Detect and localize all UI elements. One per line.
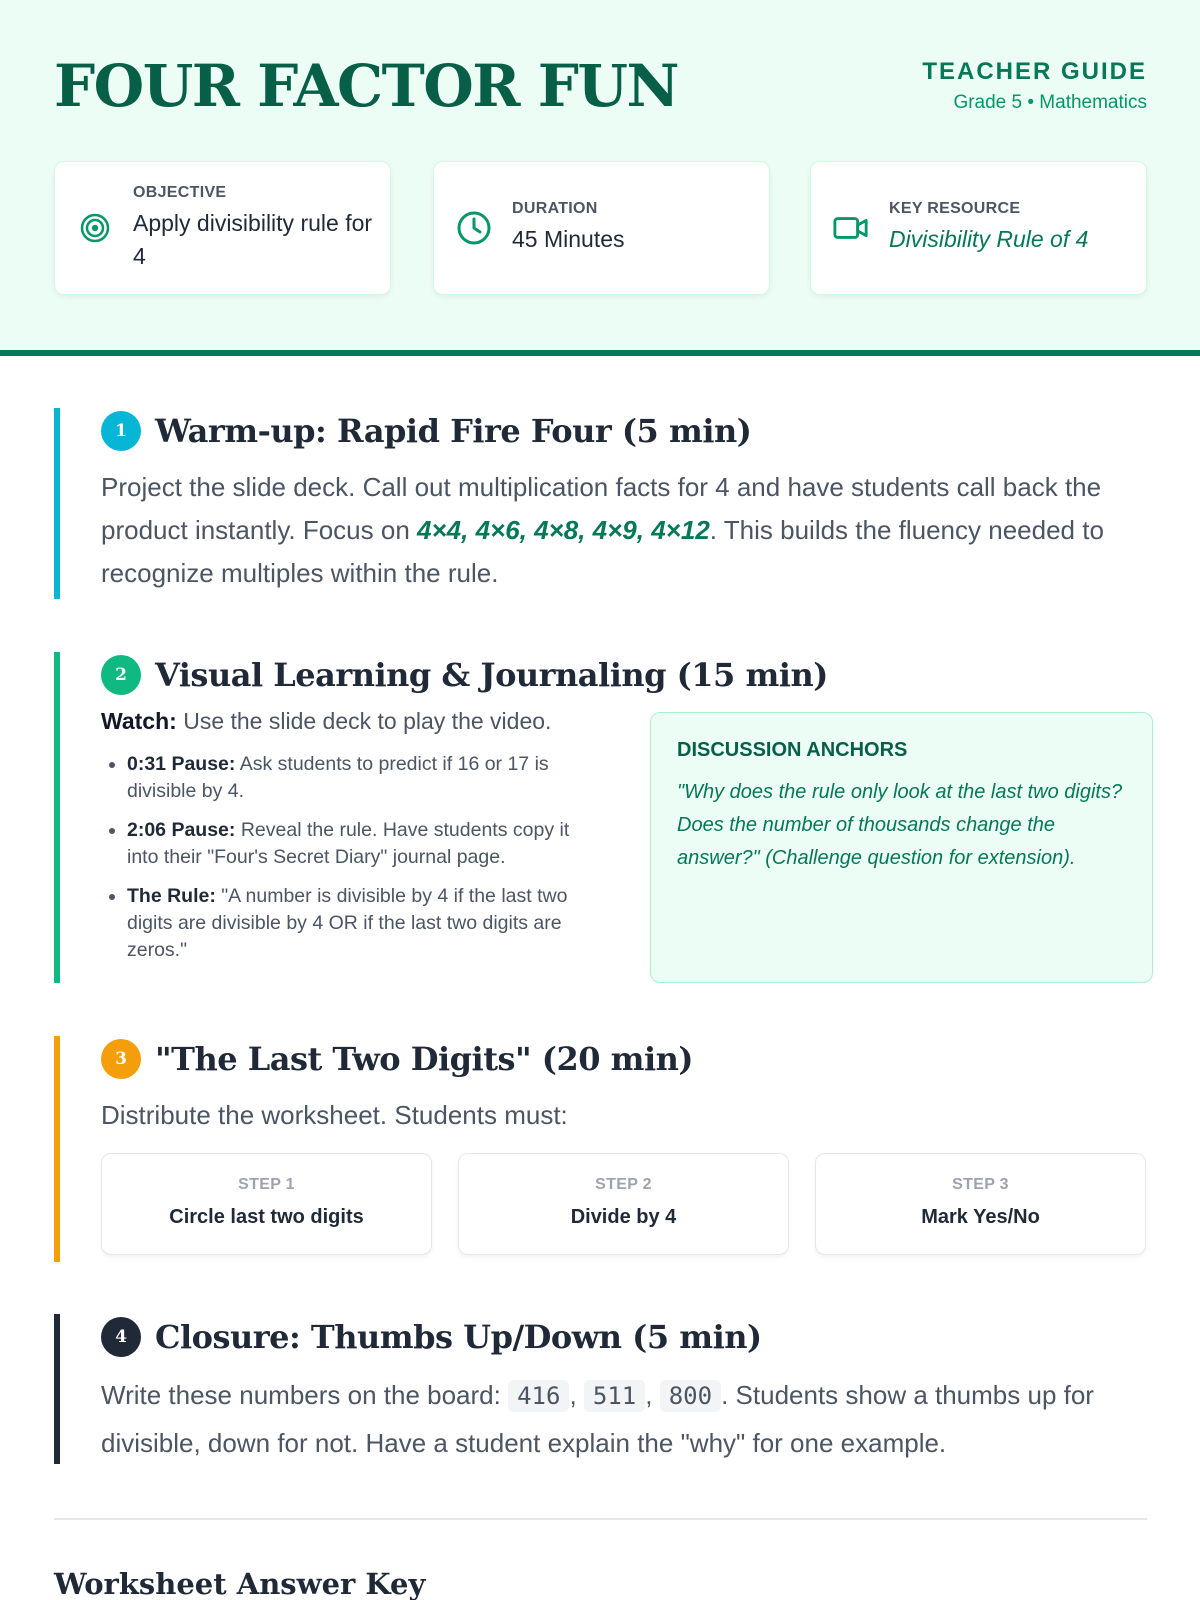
objective-value: Apply divisibility rule for 4 (133, 209, 373, 269)
duration-value: 45 Minutes (512, 226, 625, 252)
section-closure (54, 1314, 1147, 1464)
section-title: Closure: Thumbs Up/Down (5 min) (155, 1318, 762, 1356)
duration-label: DURATION (512, 200, 598, 217)
answer-key-title: Worksheet Answer Key (54, 1567, 426, 1600)
video-icon (833, 210, 869, 246)
guide-info (922, 58, 1147, 114)
number-code: 511 (584, 1380, 645, 1412)
objective-label: OBJECTIVE (133, 183, 227, 201)
section-warm-up (54, 408, 1147, 599)
facts-emphasis: 4×4, 4×6, 4×8, 4×9, 4×12 (417, 515, 710, 545)
discussion-anchors-box (650, 712, 1153, 983)
section-visual-learning (54, 652, 1147, 983)
step-number-badge: 3 (101, 1039, 141, 1079)
section-text: Distribute the worksheet. Students must: (101, 1100, 568, 1130)
clock-icon (456, 210, 492, 246)
anchors-title: DISCUSSION ANCHORS (677, 739, 908, 761)
step-number-badge: 1 (101, 411, 141, 451)
list-item: • The Rule: "A number is divisible by 4 if the last two digits are divisible by 4 OR if the last two digits are zeros." (127, 883, 581, 964)
number-code: 800 (660, 1380, 721, 1412)
resource-card (810, 161, 1147, 295)
header (0, 0, 1200, 356)
duration-card (433, 161, 770, 295)
steps-row (101, 1153, 1147, 1255)
section-title: Warm-up: Rapid Fire Four (5 min) (155, 412, 752, 450)
step-card (101, 1153, 432, 1255)
step-text: Mark Yes/No (921, 1206, 1040, 1228)
section-text: Project the slide deck. Call out multiplication facts for 4 and have students call back the product instantly. Focus on 4×4, 4×6, 4×8, 4×9, 4×12. This builds the fluency needed to recognize multiples within the rule. (101, 472, 1104, 588)
section-title: Visual Learning & Journaling (15 min) (155, 656, 828, 694)
guide-label: TEACHER GUIDE (922, 58, 1147, 85)
step-label: STEP 1 (238, 1176, 295, 1193)
number-code: 416 (508, 1380, 569, 1412)
list-item: • 2:06 Pause: Reveal the rule. Have students copy it into their "Four's Secret Diary" journal page. (127, 817, 581, 871)
step-card (815, 1153, 1146, 1255)
section-last-two-digits (54, 1036, 1147, 1262)
step-text: Circle last two digits (169, 1206, 364, 1228)
resource-label: KEY RESOURCE (889, 200, 1021, 217)
step-label: STEP 2 (595, 1176, 652, 1193)
anchors-text: "Why does the rule only look at the last two digits? Does the number of thousands change the answer?" (Challenge question for extension). (677, 781, 1123, 869)
step-text: Divide by 4 (570, 1206, 677, 1228)
page-title: FOUR FACTOR FUN (54, 52, 678, 120)
section-text: Write these numbers on the board: 416 , 511 , 800 . Students show a thumbs up for divisible, down for not. Have a student explain the "why" for one example. (101, 1380, 1094, 1458)
step-number-badge: 2 (101, 655, 141, 695)
step-label: STEP 3 (952, 1176, 1009, 1193)
list-item: • 0:31 Pause: Ask students to predict if 16 or 17 is divisible by 4. (127, 751, 581, 805)
step-number-badge: 4 (101, 1317, 141, 1357)
step-card (458, 1153, 789, 1255)
resource-link[interactable]: Divisibility Rule of 4 (889, 226, 1089, 252)
video-pause-list (101, 751, 581, 964)
objective-card (54, 161, 391, 295)
grade-subject: Grade 5 • Mathematics (953, 92, 1147, 113)
section-title: "The Last Two Digits" (20 min) (155, 1040, 694, 1078)
watch-instruction: Watch: Use the slide deck to play the video. (101, 708, 552, 734)
divider (54, 1518, 1147, 1520)
target-icon (77, 210, 113, 246)
